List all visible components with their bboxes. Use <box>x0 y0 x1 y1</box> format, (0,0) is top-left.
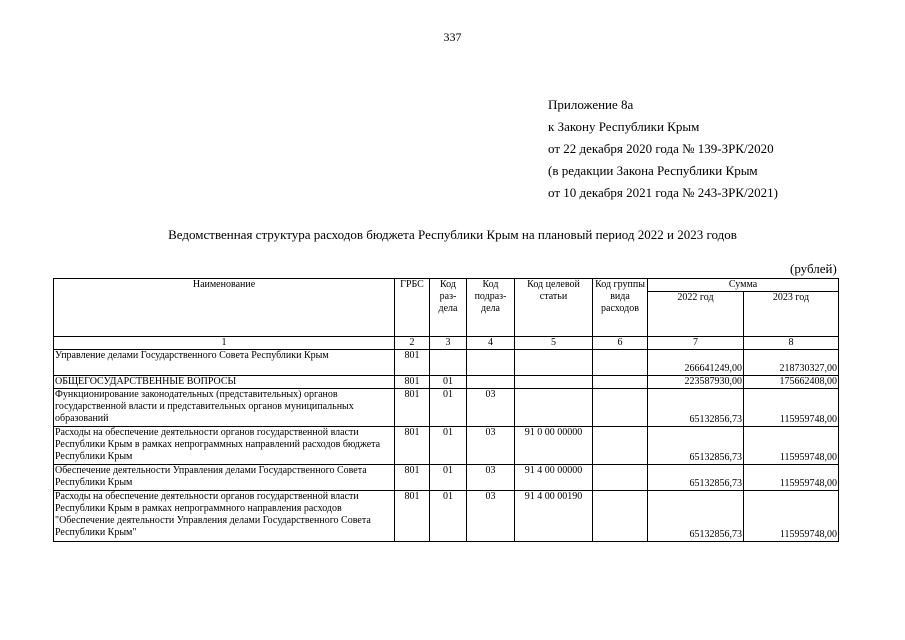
row-podrazdel: 03 <box>467 427 515 465</box>
column-number: 6 <box>593 337 648 350</box>
row-target: 91 4 00 00000 <box>515 465 593 491</box>
column-number: 5 <box>515 337 593 350</box>
row-name: Расходы на обеспечение деятельности органов государственной власти Республики Крым в рамках непрограммных направлений расходов бюджета Республики Крым <box>54 427 395 465</box>
table-row <box>54 350 839 376</box>
row-podrazdel: 03 <box>467 389 515 427</box>
row-grbs: 801 <box>395 350 430 376</box>
appendix-line: (в редакции Закона Республики Крым <box>548 163 758 178</box>
row-target: 91 4 00 00190 <box>515 491 593 542</box>
header-2023: 2023 год <box>744 292 839 337</box>
column-number: 3 <box>430 337 467 350</box>
header-sum: Сумма <box>648 279 839 292</box>
table-row <box>54 465 839 491</box>
appendix-line: от 10 декабря 2021 года № 243-ЗРК/2021) <box>548 185 778 200</box>
row-sum-2022: 65132856,73 <box>648 427 744 465</box>
row-sum-2023: 115959748,00 <box>744 389 839 427</box>
row-sum-2023: 218730327,00 <box>744 350 839 376</box>
column-number: 2 <box>395 337 430 350</box>
row-sum-2023: 115959748,00 <box>744 427 839 465</box>
document-title: Ведомственная структура расходов бюджета Республики Крым на плановый период 2022 и 2023 годов <box>168 227 737 242</box>
row-sum-2023: 115959748,00 <box>744 465 839 491</box>
row-name: Расходы на обеспечение деятельности органов государственной власти Республики Крым в рамках непрограммного направления расходов "Обеспечение деятельности Управления делами Государственного Совета Республики Крым" <box>54 491 395 542</box>
row-vid <box>593 465 648 491</box>
row-podrazdel <box>467 376 515 389</box>
row-sum-2023: 175662408,00 <box>744 376 839 389</box>
row-grbs: 801 <box>395 465 430 491</box>
row-razdel <box>430 350 467 376</box>
header-name: Наименование <box>54 279 395 337</box>
column-number: 4 <box>467 337 515 350</box>
row-grbs: 801 <box>395 376 430 389</box>
appendix-line: от 22 декабря 2020 года № 139-ЗРК/2020 <box>548 141 774 156</box>
header-razdel: Код раз-дела <box>430 279 467 337</box>
row-razdel: 01 <box>430 427 467 465</box>
row-sum-2022: 65132856,73 <box>648 491 744 542</box>
row-name: Управление делами Государственного Совета Республики Крым <box>54 350 395 376</box>
row-target: 91 0 00 00000 <box>515 427 593 465</box>
row-vid <box>593 427 648 465</box>
row-podrazdel: 03 <box>467 465 515 491</box>
column-number: 1 <box>54 337 395 350</box>
row-sum-2022: 65132856,73 <box>648 465 744 491</box>
column-number: 8 <box>744 337 839 350</box>
units-label: (рублей) <box>790 261 837 276</box>
column-number: 7 <box>648 337 744 350</box>
row-target <box>515 376 593 389</box>
row-razdel: 01 <box>430 465 467 491</box>
row-name: ОБЩЕГОСУДАРСТВЕННЫЕ ВОПРОСЫ <box>54 376 395 389</box>
row-podrazdel: 03 <box>467 491 515 542</box>
row-podrazdel <box>467 350 515 376</box>
header-podrazdel: Код подраз-дела <box>467 279 515 337</box>
budget-table <box>53 278 839 542</box>
appendix-line: к Закону Республики Крым <box>548 119 700 134</box>
row-razdel: 01 <box>430 389 467 427</box>
row-vid <box>593 376 648 389</box>
row-grbs: 801 <box>395 427 430 465</box>
row-razdel: 01 <box>430 491 467 542</box>
row-razdel: 01 <box>430 376 467 389</box>
row-grbs: 801 <box>395 491 430 542</box>
row-name: Обеспечение деятельности Управления делами Государственного Совета Республики Крым <box>54 465 395 491</box>
row-target <box>515 350 593 376</box>
appendix-block <box>548 94 778 204</box>
row-target <box>515 389 593 427</box>
row-vid <box>593 350 648 376</box>
row-sum-2022: 266641249,00 <box>648 350 744 376</box>
row-vid <box>593 491 648 542</box>
row-sum-2022: 65132856,73 <box>648 389 744 427</box>
row-vid <box>593 389 648 427</box>
table-row <box>54 389 839 427</box>
table-row <box>54 491 839 542</box>
table-row <box>54 376 839 389</box>
header-target: Код целевой статьи <box>515 279 593 337</box>
appendix-line: Приложение 8а <box>548 97 634 112</box>
page-number: 337 <box>443 30 462 44</box>
row-sum-2023: 115959748,00 <box>744 491 839 542</box>
header-grbs: ГРБС <box>395 279 430 337</box>
row-name: Функционирование законодательных (представительных) органов государственной власти и представительных органов муниципальных образований <box>54 389 395 427</box>
header-2022: 2022 год <box>648 292 744 337</box>
header-vid: Код группы вида расходов <box>593 279 648 337</box>
table-row <box>54 427 839 465</box>
row-sum-2022: 223587930,00 <box>648 376 744 389</box>
row-grbs: 801 <box>395 389 430 427</box>
